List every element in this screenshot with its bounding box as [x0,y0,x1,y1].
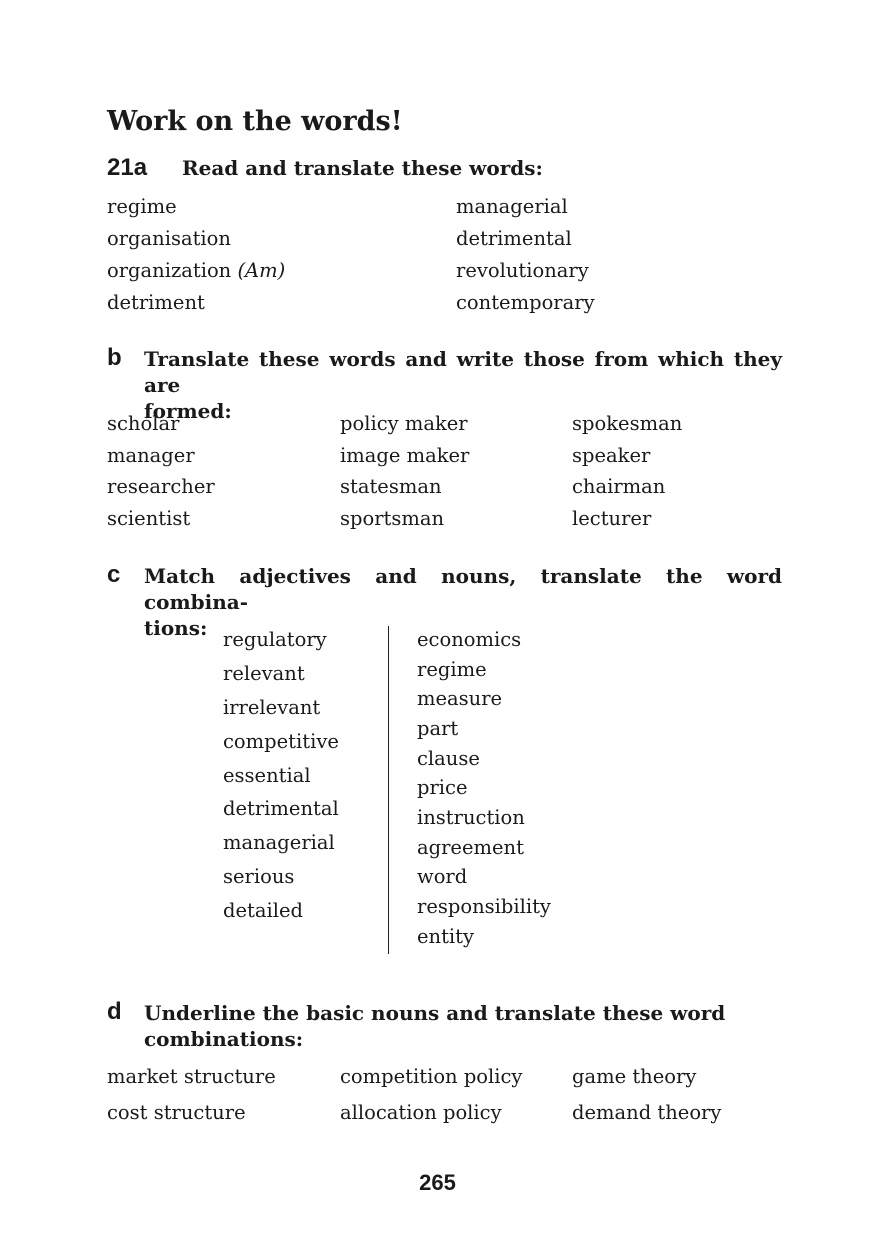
noun-item: measure [417,687,503,710]
adjective-item: regulatory [223,628,327,651]
adjective-item: relevant [223,662,305,685]
exercise-b-label: b [107,344,122,371]
word-item: managerial [456,195,568,218]
word-item: spokesman [572,412,683,435]
word-item: statesman [340,475,442,498]
instruction-line: tions: [144,616,208,640]
exercise-21a-label: 21a [107,154,148,181]
word-item: organisation [107,227,231,250]
noun-item: regime [417,658,487,681]
word-item: competition policy [340,1065,523,1088]
instruction-line: Translate these words and write those from which they are [144,347,782,397]
adjective-item: managerial [223,831,335,854]
word-item: policy maker [340,412,468,435]
adjective-item: competitive [223,730,339,753]
word-item: image maker [340,444,470,467]
word-item: contemporary [456,291,595,314]
word-item: detrimental [456,227,572,250]
adjective-item: irrelevant [223,696,321,719]
word-item: market structure [107,1065,276,1088]
word-item: revolutionary [456,259,589,282]
noun-item: instruction [417,806,525,829]
exercise-21a-instruction: Read and translate these words: [182,156,543,180]
noun-item: part [417,717,459,740]
word-item: allocation policy [340,1101,502,1124]
column-divider [388,626,389,954]
adjective-item: detailed [223,899,303,922]
word-item: cost structure [107,1101,246,1124]
instruction-line: Underline the basic nouns and translate these word [144,1001,726,1025]
noun-item: entity [417,925,475,948]
word-item: researcher [107,475,215,498]
exercise-d-label: d [107,998,122,1025]
noun-item: word [417,865,468,888]
word-text: organization [107,259,232,282]
word-item: manager [107,444,195,467]
word-item: regime [107,195,177,218]
word-item: demand theory [572,1101,722,1124]
word-item: scholar [107,412,180,435]
noun-item: agreement [417,836,524,859]
adjective-item: detrimental [223,797,339,820]
word-item: detriment [107,291,205,314]
instruction-line: formed: [144,399,232,423]
section-title: Work on the words! [107,106,403,137]
page-number: 265 [419,1170,456,1195]
word-item: game theory [572,1065,697,1088]
word-item: lecturer [572,507,652,530]
adjective-item: serious [223,865,295,888]
word-note: (Am) [237,259,286,282]
word-item: speaker [572,444,651,467]
word-item: sportsman [340,507,445,530]
word-item: chairman [572,475,666,498]
noun-item: clause [417,747,480,770]
instruction-line: combinations: [144,1027,304,1051]
noun-item: price [417,776,468,799]
instruction-line: Match adjectives and nouns, translate the word combina- [144,564,782,614]
word-item: scientist [107,507,191,530]
adjective-item: essential [223,764,311,787]
noun-item: economics [417,628,522,651]
word-item [107,259,285,282]
noun-item: responsibility [417,895,551,918]
exercise-c-label: c [107,561,121,588]
exercise-d-instruction [144,1000,744,1052]
